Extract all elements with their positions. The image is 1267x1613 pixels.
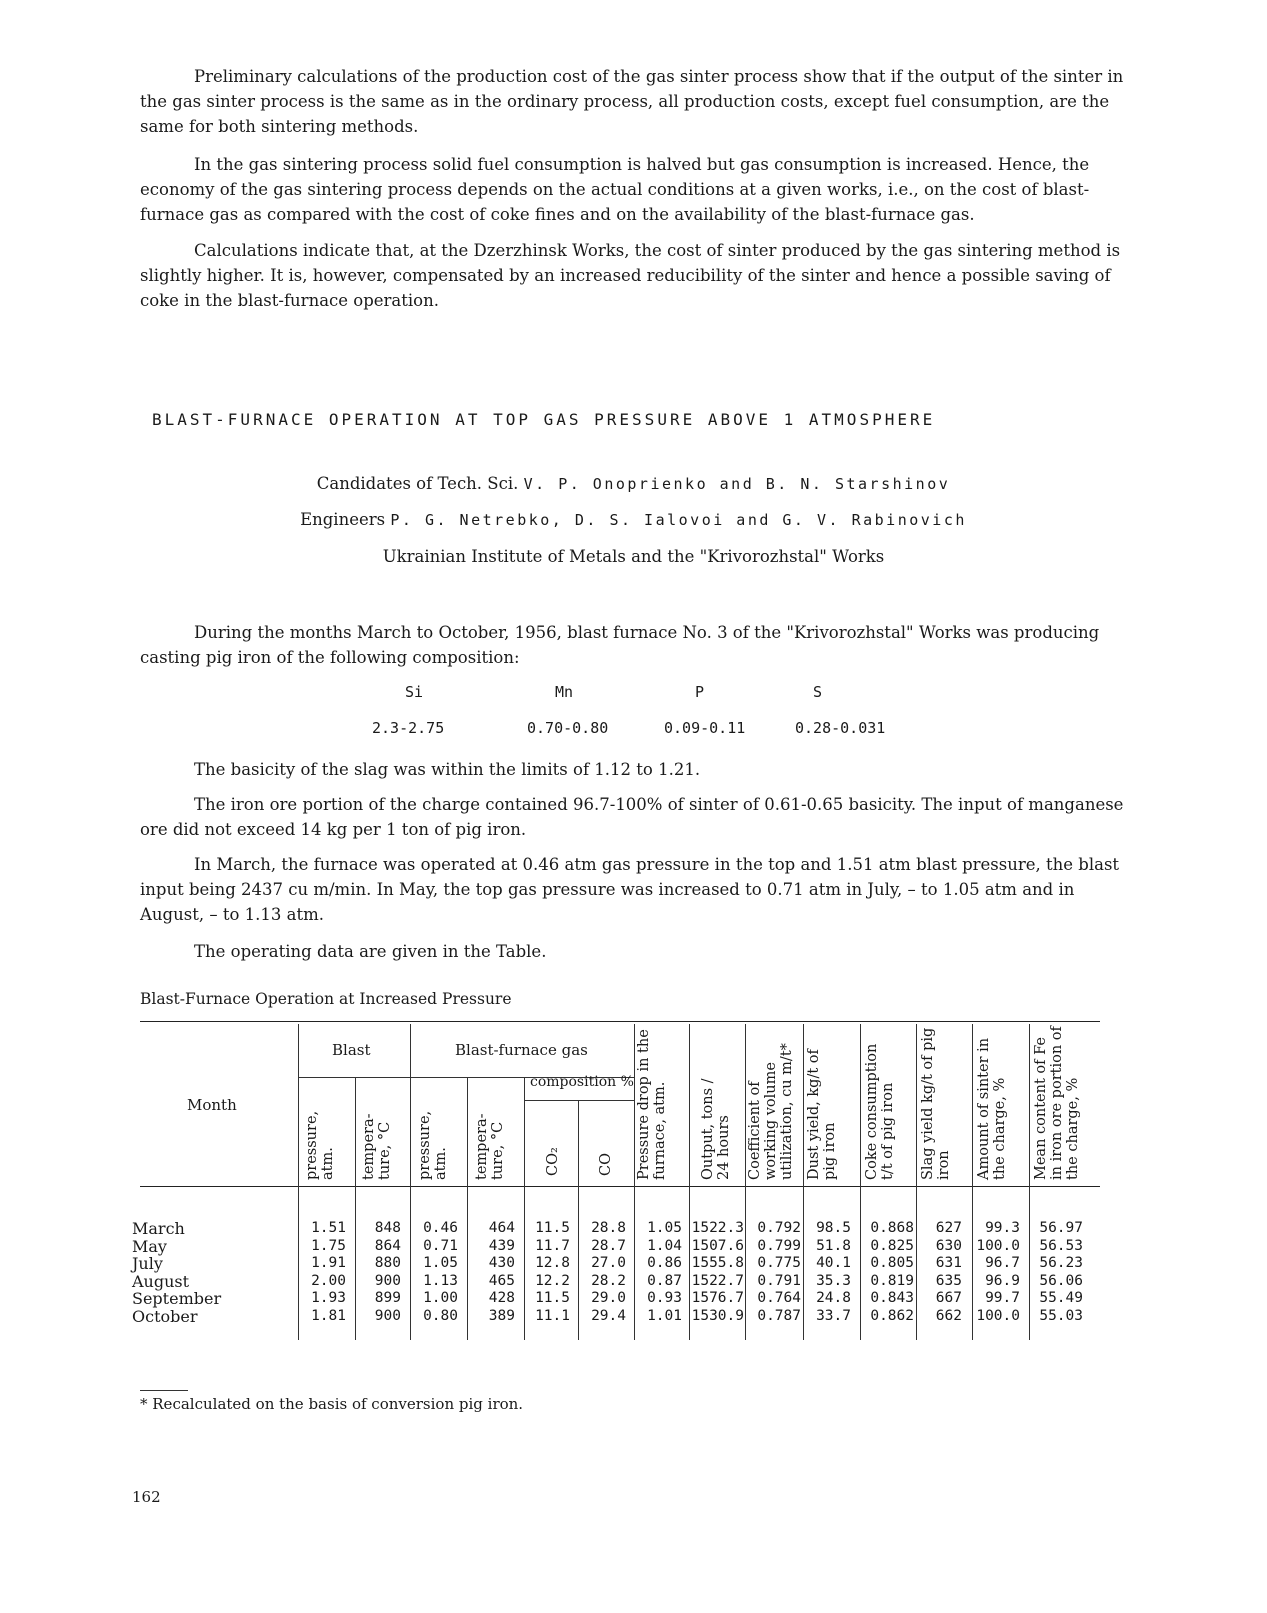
table-cell: 1576.7 [691,1290,744,1306]
composition-element-p: P [695,683,705,701]
table-cell: 55.03 [1039,1307,1083,1324]
col-divider [972,1024,973,1340]
header-gas-temperature: tempera- ture, °C [474,1113,506,1180]
table-cell: 0.46 [423,1220,458,1236]
table-cell: 1.93 [311,1290,346,1306]
composition-rule [524,1100,634,1101]
page-number: 162 [132,1488,161,1506]
table-cell: 630 [935,1237,962,1254]
table-cell: 1507.6 [691,1237,744,1254]
body-paragraph-4: In March, the furnace was operated at 0.46 atm gas pressure in the top and 1.51 atm blast pressure, the blast input being 2437 cu m/min. In May, the top gas pressure was increased to 0.71 atm in July, – to 1.05 atm and in August, – to 1.13 atm. [140,855,1120,924]
table-cell: 880 [374,1255,401,1271]
table-cell: 29.4 [591,1307,626,1324]
month-cell: August [132,1271,190,1291]
co2-column [526,1220,570,1325]
table-cell: 56.53 [1039,1237,1083,1254]
authors-line-2 [0,510,1267,529]
body-paragraph-1: During the months March to October, 1956, blast furnace No. 3 of the "Krivorozhstal" Works was producing casting pig iron of the following composition: [140,623,1100,667]
authors-2-names: P. G. Netrebko, D. S. Ialovoi and G. V. Rabinovich [390,511,967,529]
table-cell: 864 [374,1237,401,1254]
table-cell: 35.3 [816,1272,851,1289]
table-cell: 99.3 [985,1220,1020,1236]
blast-temperature-column [357,1220,401,1325]
table-cell: 11.5 [535,1220,570,1236]
table-cell: 1.01 [647,1307,682,1324]
table-cell: 0.791 [757,1272,801,1289]
table-cell: 56.23 [1039,1255,1083,1271]
authors-line-1 [0,474,1267,493]
table-cell: 0.87 [647,1272,682,1289]
table-cell: 0.825 [870,1237,914,1254]
authors-2-prefix: Engineers [300,510,386,529]
co-column [580,1220,626,1325]
table-cell: 0.799 [757,1237,801,1254]
table-cell: 12.8 [535,1255,570,1271]
table-cell: 0.787 [757,1307,801,1324]
col-divider [745,1024,746,1340]
intro-paragraph-1: Preliminary calculations of the production cost of the gas sinter process show that if the output of the sinter in the gas sinter process is the same as in the ordinary process, all production costs, except fuel consumption, are the same for both sintering methods. [140,67,1124,136]
header-dust: Dust yield, kg/t of pig iron [806,1049,838,1180]
header-co2: CO₂ [545,1147,561,1176]
table-cell: 1.00 [423,1290,458,1306]
month-cell: September [132,1289,222,1308]
pressure-drop-column [636,1220,682,1325]
table-cell: 900 [374,1307,401,1324]
table-cell: 1.91 [311,1255,346,1271]
table-cell: 0.862 [870,1307,914,1324]
composition-value-s: 0.28-0.031 [795,719,886,737]
col-divider [410,1024,411,1340]
composition-element-mn: Mn [555,683,574,701]
table-cell: 40.1 [816,1255,851,1271]
table-cell: 0.819 [870,1272,914,1289]
table-cell: 51.8 [816,1237,851,1254]
table-cell: 1.05 [423,1255,458,1271]
output-column [690,1220,744,1325]
table-cell: 100.0 [976,1237,1020,1254]
table-cell: 0.843 [870,1290,914,1306]
table-cell: 631 [935,1255,962,1271]
col-divider [916,1024,917,1340]
header-co: CO [598,1153,614,1176]
table-cell: 667 [935,1290,962,1306]
affiliation: Ukrainian Institute of Metals and the "Krivorozhstal" Works [382,547,885,566]
header-fe: Mean content of Fe in iron ore portion of the charge, % [1033,1026,1081,1180]
table-cell: 96.9 [985,1272,1020,1289]
table-cell: 0.71 [423,1237,458,1254]
header-composition: composition % [530,1074,634,1090]
composition-value-mn: 0.70-0.80 [527,719,609,737]
table-cell: 430 [488,1255,515,1271]
table-cell: 0.86 [647,1255,682,1271]
gas-pressure-column [412,1220,458,1325]
article-title: BLAST-FURNACE OPERATION AT TOP GAS PRESSURE ABOVE 1 ATMOSPHERE [152,410,936,429]
table-cell: 33.7 [816,1307,851,1324]
table-header-rule [140,1186,1100,1187]
table-cell: 0.80 [423,1307,458,1324]
table-top-rule [140,1021,1100,1022]
coke-column [862,1220,914,1325]
col-divider [355,1078,356,1340]
table-cell: 0.868 [870,1220,914,1236]
coefficient-column [747,1220,801,1325]
table-cell: 627 [935,1220,962,1236]
table-cell: 0.93 [647,1290,682,1306]
month-cell: March [132,1219,185,1238]
table-cell: 635 [935,1272,962,1289]
dust-column [805,1220,851,1325]
table-cell: 99.7 [985,1290,1020,1306]
month-cell: May [132,1236,167,1256]
header-blast-temperature: tempera- ture, °C [361,1113,393,1180]
col-divider [467,1078,468,1340]
col-divider [803,1024,804,1340]
table-cell: 98.5 [816,1220,851,1236]
table-cell: 1522.3 [691,1220,744,1236]
blast-pressure-column [300,1220,346,1325]
gas-temperature-column [469,1220,515,1325]
table-cell: 1.13 [423,1272,458,1289]
intro-paragraph-2: In the gas sintering process solid fuel consumption is halved but gas consumption is increased. Hence, the economy of the gas sintering process depends on the actual conditions at a given works, i.e., on the cost of blast-furnace gas as compared with the cost of coke fines and on the availability of the blast-furnace gas. [140,155,1090,224]
table-cell: 900 [374,1272,401,1289]
fe-column [1031,1220,1083,1325]
table-cell: 100.0 [976,1307,1020,1324]
header-bf-gas: Blast-furnace gas [455,1041,588,1059]
table-cell: 662 [935,1307,962,1324]
table-cell: 2.00 [311,1272,346,1289]
table-cell: 29.0 [591,1290,626,1306]
header-gas-pressure: pressure, atm. [417,1110,449,1180]
table-cell: 28.2 [591,1272,626,1289]
table-cell: 1555.8 [691,1255,744,1271]
table-cell: 0.764 [757,1290,801,1306]
table-cell: 24.8 [816,1290,851,1306]
header-month: Month [187,1096,237,1114]
table-cell: 28.8 [591,1220,626,1236]
sinter-column [974,1220,1020,1325]
table-cell: 0.775 [757,1255,801,1271]
col-divider [1029,1024,1030,1340]
composition-element-s: S [813,683,823,701]
month-column [132,1220,221,1325]
table-cell: 56.06 [1039,1272,1083,1289]
col-divider [524,1078,525,1340]
body-paragraph-5: The operating data are given in the Table. [194,942,547,961]
month-cell: October [132,1306,198,1326]
header-pressure-drop: Pressure drop in the furnace, atm. [636,1029,668,1180]
composition-element-si: Si [405,683,424,701]
table-cell: 465 [488,1272,515,1289]
table-cell: 0.792 [757,1220,801,1236]
composition-value-p: 0.09-0.11 [664,719,746,737]
col-divider [298,1024,299,1340]
table-cell: 1.51 [311,1220,346,1236]
header-output: Output, tons / 24 hours [700,1078,732,1180]
table-cell: 1.04 [647,1237,682,1254]
table-cell: 28.7 [591,1237,626,1254]
table-cell: 899 [374,1290,401,1306]
body-paragraph-3: The iron ore portion of the charge contained 96.7-100% of sinter of 0.61-0.65 basicity. The input of manganese ore did not exceed 14 kg per 1 ton of pig iron. [140,795,1124,839]
footnote: * Recalculated on the basis of conversion pig iron. [140,1395,524,1413]
table-cell: 11.5 [535,1290,570,1306]
slag-column [918,1220,962,1325]
table-cell: 56.97 [1039,1220,1083,1236]
composition-value-si: 2.3-2.75 [372,719,445,737]
table-cell: 1.81 [311,1307,346,1324]
table-cell: 96.7 [985,1255,1020,1271]
col-divider [578,1100,579,1340]
month-cell: July [132,1254,163,1273]
col-divider [634,1024,635,1340]
table-cell: 428 [488,1290,515,1306]
table-cell: 0.805 [870,1255,914,1271]
header-coke: Coke consumption t/t of pig iron [864,1043,896,1180]
footnote-rule [140,1390,188,1391]
table-cell: 1530.9 [691,1307,744,1324]
authors-1-prefix: Candidates of Tech. Sci. [316,474,519,493]
header-sinter: Amount of sinter in the charge, % [976,1037,1008,1180]
table-cell: 464 [488,1220,515,1236]
table-cell: 11.1 [535,1307,570,1324]
table-cell: 1.75 [311,1237,346,1254]
table-cell: 12.2 [535,1272,570,1289]
intro-paragraph-3: Calculations indicate that, at the Dzerzhinsk Works, the cost of sinter produced by the gas sintering method is slightly higher. It is, however, compensated by an increased reducibility of the sinter and hence a possible saving of coke in the blast-furnace operation. [140,241,1121,310]
header-coefficient: Coefficient of working volume utilization, cu m/t* [747,1043,795,1180]
table-cell: 11.7 [535,1237,570,1254]
header-blast-pressure: pressure, atm. [304,1110,336,1180]
authors-1-names: V. P. Onoprienko and B. N. Starshinov [523,475,951,493]
table-cell: 439 [488,1237,515,1254]
table-cell: 389 [488,1307,515,1324]
header-blast: Blast [332,1041,371,1059]
table-cell: 1522.7 [691,1272,744,1289]
body-paragraph-2: The basicity of the slag was within the limits of 1.12 to 1.21. [194,760,701,779]
table-cell: 27.0 [591,1255,626,1271]
col-divider [860,1024,861,1340]
header-slag: Slag yield kg/t of pig iron [920,1027,952,1180]
table-cell: 848 [374,1220,401,1236]
table-caption: Blast-Furnace Operation at Increased Pressure [140,990,512,1008]
table-cell: 1.05 [647,1220,682,1236]
table-cell: 55.49 [1039,1290,1083,1306]
